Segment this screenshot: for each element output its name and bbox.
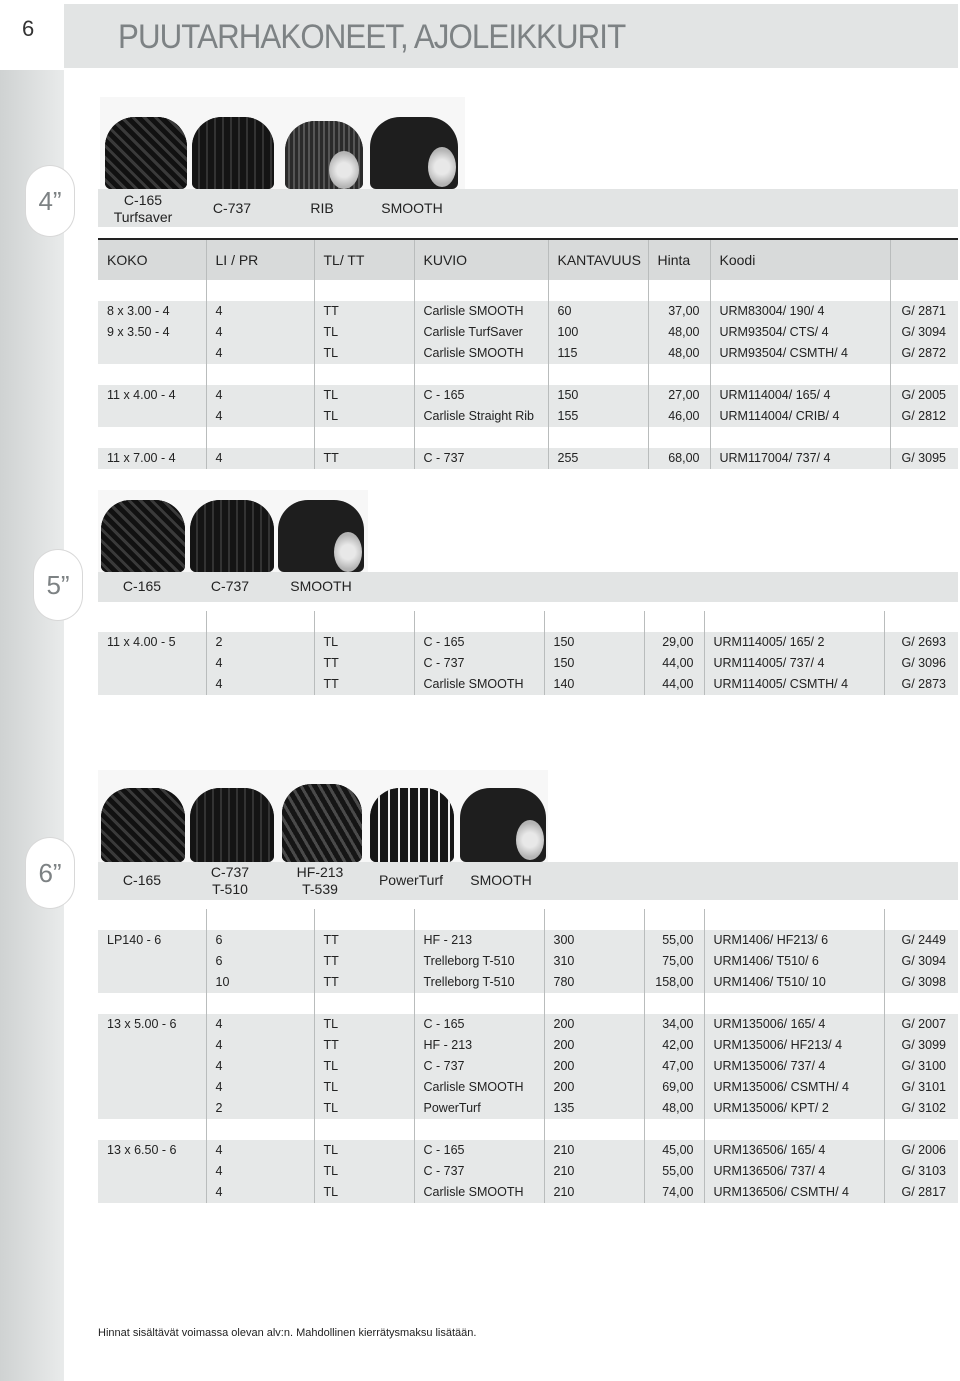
cell-tube-type: TL: [314, 1182, 414, 1203]
cell-pattern: Carlisle SMOOTH: [414, 1182, 544, 1203]
cell-load-index: 4: [206, 1035, 314, 1056]
cell-load-index: 4: [206, 1056, 314, 1077]
cell-g-code: G/ 2007: [884, 1014, 958, 1035]
table-row: [98, 1119, 958, 1140]
cell-product-code: URM114004/ CRIB/ 4: [710, 406, 890, 427]
cell-tube-type: TT: [314, 951, 414, 972]
cell-g-code: [884, 611, 958, 632]
cell-load-capacity: 150: [544, 632, 644, 653]
section-5-badge: 5”: [34, 550, 82, 620]
cell-size: [98, 1056, 206, 1077]
cell-load-capacity: [548, 364, 648, 385]
cell-load-capacity: 300: [544, 930, 644, 951]
cell-price: 27,00: [648, 385, 710, 406]
cell-load-index: 4: [206, 322, 314, 343]
cell-load-capacity: [544, 1119, 644, 1140]
cell-load-index: 4: [206, 1140, 314, 1161]
cell-size: 9 x 3.50 - 4: [98, 322, 206, 343]
cell-tube-type: TL: [314, 1077, 414, 1098]
page-number: 6: [22, 16, 35, 41]
cell-g-code: G/ 3099: [884, 1035, 958, 1056]
cell-size: [98, 674, 206, 695]
cell-pattern: C - 737: [414, 1056, 544, 1077]
cell-product-code: URM93504/ CSMTH/ 4: [710, 343, 890, 364]
cell-tube-type: TL: [314, 1161, 414, 1182]
cell-size: [98, 1119, 206, 1140]
cell-size: [98, 909, 206, 930]
cell-pattern: Carlisle SMOOTH: [414, 1077, 544, 1098]
cell-size: 13 x 6.50 - 6: [98, 1140, 206, 1161]
cell-load-index: 10: [206, 972, 314, 993]
cell-g-code: G/ 3103: [884, 1161, 958, 1182]
cell-tube-type: TT: [314, 674, 414, 695]
label6-hf213: [290, 864, 350, 898]
section-6-table: [98, 909, 958, 1203]
tire-image-c165-5: [101, 500, 185, 572]
cell-g-code: G/ 2006: [884, 1140, 958, 1161]
section-5-rows: [98, 611, 958, 695]
cell-load-index: 4: [206, 448, 314, 469]
cell-pattern: Carlisle TurfSaver: [414, 322, 548, 343]
cell-pattern: [414, 427, 548, 448]
table-row: [98, 1056, 958, 1077]
cell-product-code: URM136506/ CSMTH/ 4: [704, 1182, 884, 1203]
cell-product-code: URM1406/ T510/ 6: [704, 951, 884, 972]
cell-load-capacity: 210: [544, 1161, 644, 1182]
cell-product-code: [704, 993, 884, 1014]
cell-size: [98, 993, 206, 1014]
section-4-rows: [98, 280, 958, 469]
cell-g-code: [884, 909, 958, 930]
header-blank: [890, 240, 958, 280]
label-c165: [110, 192, 176, 226]
cell-g-code: G/ 2812: [890, 406, 958, 427]
cell-tube-type: TL: [314, 343, 414, 364]
cell-price: [648, 364, 710, 385]
cell-load-capacity: 155: [548, 406, 648, 427]
tire-image-rib: [285, 121, 363, 189]
cell-g-code: G/ 3096: [884, 653, 958, 674]
cell-load-index: [206, 611, 314, 632]
cell-load-capacity: 200: [544, 1056, 644, 1077]
cell-load-capacity: 115: [548, 343, 648, 364]
cell-g-code: G/ 3101: [884, 1077, 958, 1098]
cell-price: 69,00: [644, 1077, 704, 1098]
label6-c737: [202, 864, 258, 898]
cell-tube-type: [314, 280, 414, 301]
cell-tube-type: [314, 993, 414, 1014]
table-row: [98, 993, 958, 1014]
cell-product-code: URM114005/ 165/ 2: [704, 632, 884, 653]
cell-tube-type: TL: [314, 406, 414, 427]
cell-price: [644, 611, 704, 632]
cell-product-code: URM136506/ 737/ 4: [704, 1161, 884, 1182]
cell-load-capacity: [544, 611, 644, 632]
cell-g-code: G/ 3094: [884, 951, 958, 972]
cell-g-code: [890, 280, 958, 301]
header-koko: KOKO: [98, 240, 206, 280]
header-kuvio: KUVIO: [414, 240, 548, 280]
table-row: [98, 343, 958, 364]
cell-tube-type: TT: [314, 653, 414, 674]
cell-load-capacity: 200: [544, 1014, 644, 1035]
cell-g-code: G/ 3098: [884, 972, 958, 993]
cell-g-code: G/ 2872: [890, 343, 958, 364]
cell-g-code: [884, 1119, 958, 1140]
label5-smooth: SMOOTH: [290, 578, 352, 594]
cell-size: 13 x 5.00 - 6: [98, 1014, 206, 1035]
cell-tube-type: TT: [314, 1035, 414, 1056]
cell-pattern: [414, 909, 544, 930]
cell-load-index: 4: [206, 1161, 314, 1182]
cell-pattern: C - 165: [414, 385, 548, 406]
table-row: [98, 1182, 958, 1203]
cell-tube-type: [314, 427, 414, 448]
tire-image-c737-6: [190, 788, 274, 862]
cell-size: 8 x 3.00 - 4: [98, 301, 206, 322]
cell-pattern: Trelleborg T-510: [414, 951, 544, 972]
cell-pattern: C - 165: [414, 632, 544, 653]
cell-g-code: G/ 2873: [884, 674, 958, 695]
cell-price: 158,00: [644, 972, 704, 993]
tire-image-c165-6: [101, 788, 185, 862]
cell-pattern: HF - 213: [414, 1035, 544, 1056]
cell-load-capacity: 150: [548, 385, 648, 406]
cell-tube-type: TT: [314, 301, 414, 322]
cell-size: [98, 972, 206, 993]
cell-load-capacity: 210: [544, 1182, 644, 1203]
cell-load-index: 4: [206, 301, 314, 322]
label6-hf213-line2: T-539: [302, 881, 338, 897]
cell-product-code: URM135006/ HF213/ 4: [704, 1035, 884, 1056]
table-row: [98, 909, 958, 930]
table-row: [98, 1035, 958, 1056]
table-row: [98, 1140, 958, 1161]
cell-price: 48,00: [644, 1098, 704, 1119]
cell-price: 34,00: [644, 1014, 704, 1035]
cell-tube-type: TL: [314, 632, 414, 653]
cell-g-code: G/ 3102: [884, 1098, 958, 1119]
cell-load-index: 6: [206, 930, 314, 951]
table-row: [98, 653, 958, 674]
cell-load-capacity: 150: [544, 653, 644, 674]
cell-g-code: G/ 2871: [890, 301, 958, 322]
cell-pattern: [414, 1119, 544, 1140]
cell-product-code: [704, 1119, 884, 1140]
label-c165-line1: C-165: [123, 192, 163, 208]
table-row: [98, 364, 958, 385]
cell-g-code: [890, 364, 958, 385]
cell-product-code: [704, 611, 884, 632]
tire-image-c165: [105, 117, 187, 189]
cell-load-index: 4: [206, 1182, 314, 1203]
cell-price: 44,00: [644, 674, 704, 695]
cell-load-index: 4: [206, 674, 314, 695]
cell-price: [648, 280, 710, 301]
cell-load-capacity: 135: [544, 1098, 644, 1119]
header-kantavuus: KANTAVUUS: [548, 240, 648, 280]
cell-pattern: [414, 364, 548, 385]
table-row: [98, 1014, 958, 1035]
label-smooth: SMOOTH: [381, 200, 443, 216]
cell-price: [644, 993, 704, 1014]
cell-tube-type: TL: [314, 1140, 414, 1161]
cell-load-index: 4: [206, 406, 314, 427]
tire-image-hf213: [282, 784, 362, 862]
label5-c165: C-165: [122, 578, 162, 594]
cell-price: 44,00: [644, 653, 704, 674]
cell-load-index: 2: [206, 632, 314, 653]
label6-c737-line1: C-737: [210, 864, 250, 880]
cell-product-code: [710, 427, 890, 448]
section-4-table: [98, 240, 958, 469]
cell-g-code: [890, 427, 958, 448]
cell-price: 37,00: [648, 301, 710, 322]
table-row: [98, 448, 958, 469]
table-row: [98, 930, 958, 951]
cell-tube-type: [314, 1119, 414, 1140]
cell-product-code: URM114005/ CSMTH/ 4: [704, 674, 884, 695]
cell-load-index: [206, 280, 314, 301]
cell-size: [98, 280, 206, 301]
cell-product-code: [710, 280, 890, 301]
cell-pattern: Carlisle Straight Rib: [414, 406, 548, 427]
cell-product-code: [710, 364, 890, 385]
cell-load-capacity: 310: [544, 951, 644, 972]
section-6-rows: [98, 909, 958, 1203]
header-hinta: Hinta: [648, 240, 710, 280]
cell-price: 55,00: [644, 930, 704, 951]
table-row: [98, 406, 958, 427]
label-rib: RIB: [310, 200, 334, 216]
cell-tube-type: TL: [314, 1014, 414, 1035]
header-tl-tt: TL/ TT: [314, 240, 414, 280]
table-row: [98, 674, 958, 695]
cell-price: 75,00: [644, 951, 704, 972]
cell-g-code: G/ 2449: [884, 930, 958, 951]
cell-tube-type: TL: [314, 1098, 414, 1119]
table-row: [98, 951, 958, 972]
cell-product-code: URM135006/ KPT/ 2: [704, 1098, 884, 1119]
table-row: [98, 322, 958, 343]
cell-product-code: URM136506/ 165/ 4: [704, 1140, 884, 1161]
cell-tube-type: TT: [314, 448, 414, 469]
cell-load-capacity: 780: [544, 972, 644, 993]
table-row: [98, 1077, 958, 1098]
cell-product-code: URM135006/ CSMTH/ 4: [704, 1077, 884, 1098]
cell-load-capacity: 200: [544, 1035, 644, 1056]
table-row: [98, 385, 958, 406]
tire-image-smooth: [370, 117, 458, 189]
cell-product-code: URM117004/ 737/ 4: [710, 448, 890, 469]
cell-size: [98, 1035, 206, 1056]
cell-price: [644, 1119, 704, 1140]
table-row: [98, 972, 958, 993]
cell-load-index: [206, 427, 314, 448]
cell-size: [98, 1077, 206, 1098]
cell-price: [648, 427, 710, 448]
cell-tube-type: TT: [314, 930, 414, 951]
table-row: [98, 1098, 958, 1119]
section-5-table: [98, 611, 958, 695]
left-margin-strip: [0, 70, 64, 1381]
cell-product-code: URM114004/ 165/ 4: [710, 385, 890, 406]
cell-tube-type: [314, 611, 414, 632]
cell-pattern: Carlisle SMOOTH: [414, 674, 544, 695]
header-koodi: Koodi: [710, 240, 890, 280]
cell-load-index: 2: [206, 1098, 314, 1119]
tire-image-powerturf: [370, 788, 454, 862]
cell-pattern: C - 165: [414, 1014, 544, 1035]
label6-c737-line2: T-510: [212, 881, 248, 897]
cell-load-capacity: 100: [548, 322, 648, 343]
cell-g-code: [884, 993, 958, 1014]
cell-size: [98, 427, 206, 448]
cell-load-index: 4: [206, 385, 314, 406]
cell-load-capacity: [544, 909, 644, 930]
table-row: [98, 1161, 958, 1182]
label-c737: C-737: [212, 200, 252, 216]
cell-load-index: [206, 1119, 314, 1140]
table-row: [98, 301, 958, 322]
cell-price: 55,00: [644, 1161, 704, 1182]
cell-load-capacity: [548, 427, 648, 448]
label5-c737: C-737: [210, 578, 250, 594]
cell-pattern: C - 737: [414, 653, 544, 674]
cell-price: 48,00: [648, 343, 710, 364]
cell-size: [98, 364, 206, 385]
cell-product-code: URM93504/ CTS/ 4: [710, 322, 890, 343]
cell-g-code: G/ 3100: [884, 1056, 958, 1077]
cell-price: 46,00: [648, 406, 710, 427]
cell-price: 74,00: [644, 1182, 704, 1203]
cell-pattern: [414, 280, 548, 301]
cell-tube-type: [314, 364, 414, 385]
cell-load-capacity: 200: [544, 1077, 644, 1098]
cell-g-code: G/ 2693: [884, 632, 958, 653]
header-li-pr: LI / PR: [206, 240, 314, 280]
cell-g-code: G/ 3094: [890, 322, 958, 343]
cell-size: [98, 1161, 206, 1182]
cell-size: 11 x 4.00 - 4: [98, 385, 206, 406]
label6-c165: C-165: [122, 872, 162, 888]
cell-load-index: [206, 909, 314, 930]
section-6-badge: 6”: [26, 838, 74, 908]
cell-size: [98, 653, 206, 674]
tire-image-smooth-6: [460, 788, 546, 862]
cell-product-code: URM135006/ 737/ 4: [704, 1056, 884, 1077]
cell-load-index: 4: [206, 1014, 314, 1035]
cell-tube-type: TL: [314, 385, 414, 406]
cell-pattern: HF - 213: [414, 930, 544, 951]
cell-product-code: URM1406/ T510/ 10: [704, 972, 884, 993]
section-4-badge: 4”: [26, 166, 74, 236]
cell-price: 45,00: [644, 1140, 704, 1161]
table-row: [98, 280, 958, 301]
cell-price: 42,00: [644, 1035, 704, 1056]
cell-g-code: G/ 2005: [890, 385, 958, 406]
table-row: [98, 427, 958, 448]
cell-tube-type: TL: [314, 1056, 414, 1077]
label6-smooth: SMOOTH: [470, 872, 532, 888]
cell-pattern: C - 737: [414, 1161, 544, 1182]
label-c165-line2: Turfsaver: [113, 209, 173, 225]
cell-load-index: 4: [206, 1077, 314, 1098]
tire-image-c737-5: [190, 500, 274, 572]
page-number-box: [0, 0, 64, 70]
cell-size: 11 x 4.00 - 5: [98, 632, 206, 653]
cell-load-capacity: 140: [544, 674, 644, 695]
cell-load-index: [206, 364, 314, 385]
cell-load-capacity: 255: [548, 448, 648, 469]
table-row: [98, 632, 958, 653]
cell-load-index: 4: [206, 653, 314, 674]
table-row: [98, 611, 958, 632]
cell-product-code: URM114005/ 737/ 4: [704, 653, 884, 674]
cell-tube-type: TT: [314, 972, 414, 993]
cell-size: [98, 343, 206, 364]
tire-image-c737: [192, 117, 274, 189]
cell-product-code: URM1406/ HF213/ 6: [704, 930, 884, 951]
cell-load-capacity: 210: [544, 1140, 644, 1161]
cell-load-capacity: [548, 280, 648, 301]
label6-powerturf: PowerTurf: [378, 872, 444, 888]
tire-photos-5: [98, 490, 368, 572]
footnote: Hinnat sisältävät voimassa olevan alv:n. Mahdollinen kierrätysmaksu lisätään.: [98, 1327, 477, 1339]
cell-pattern: Carlisle SMOOTH: [414, 343, 548, 364]
tire-image-smooth-5: [278, 500, 364, 572]
cell-size: LP140 - 6: [98, 930, 206, 951]
label6-hf213-line1: HF-213: [296, 864, 344, 880]
cell-size: [98, 1098, 206, 1119]
cell-load-capacity: 60: [548, 301, 648, 322]
table-header-row: [98, 240, 958, 280]
tire-photos-6: [98, 770, 548, 862]
cell-size: [98, 406, 206, 427]
cell-pattern: PowerTurf: [414, 1098, 544, 1119]
cell-product-code: [704, 909, 884, 930]
page-title: PUUTARHAKONEET, AJOLEIKKURIT: [118, 18, 626, 56]
cell-size: [98, 611, 206, 632]
cell-g-code: G/ 2817: [884, 1182, 958, 1203]
cell-size: [98, 1182, 206, 1203]
cell-product-code: URM83004/ 190/ 4: [710, 301, 890, 322]
tire-photos-4: [100, 97, 465, 189]
cell-load-index: 4: [206, 343, 314, 364]
cell-pattern: C - 165: [414, 1140, 544, 1161]
cell-price: [644, 909, 704, 930]
cell-pattern: Carlisle SMOOTH: [414, 301, 548, 322]
cell-size: [98, 951, 206, 972]
cell-price: 47,00: [644, 1056, 704, 1077]
cell-g-code: G/ 3095: [890, 448, 958, 469]
cell-tube-type: [314, 909, 414, 930]
cell-tube-type: TL: [314, 322, 414, 343]
cell-price: 29,00: [644, 632, 704, 653]
cell-price: 48,00: [648, 322, 710, 343]
cell-pattern: Trelleborg T-510: [414, 972, 544, 993]
cell-load-capacity: [544, 993, 644, 1014]
cell-price: 68,00: [648, 448, 710, 469]
cell-pattern: C - 737: [414, 448, 548, 469]
cell-load-index: [206, 993, 314, 1014]
cell-size: 11 x 7.00 - 4: [98, 448, 206, 469]
cell-pattern: [414, 611, 544, 632]
cell-product-code: URM135006/ 165/ 4: [704, 1014, 884, 1035]
cell-load-index: 6: [206, 951, 314, 972]
cell-pattern: [414, 993, 544, 1014]
